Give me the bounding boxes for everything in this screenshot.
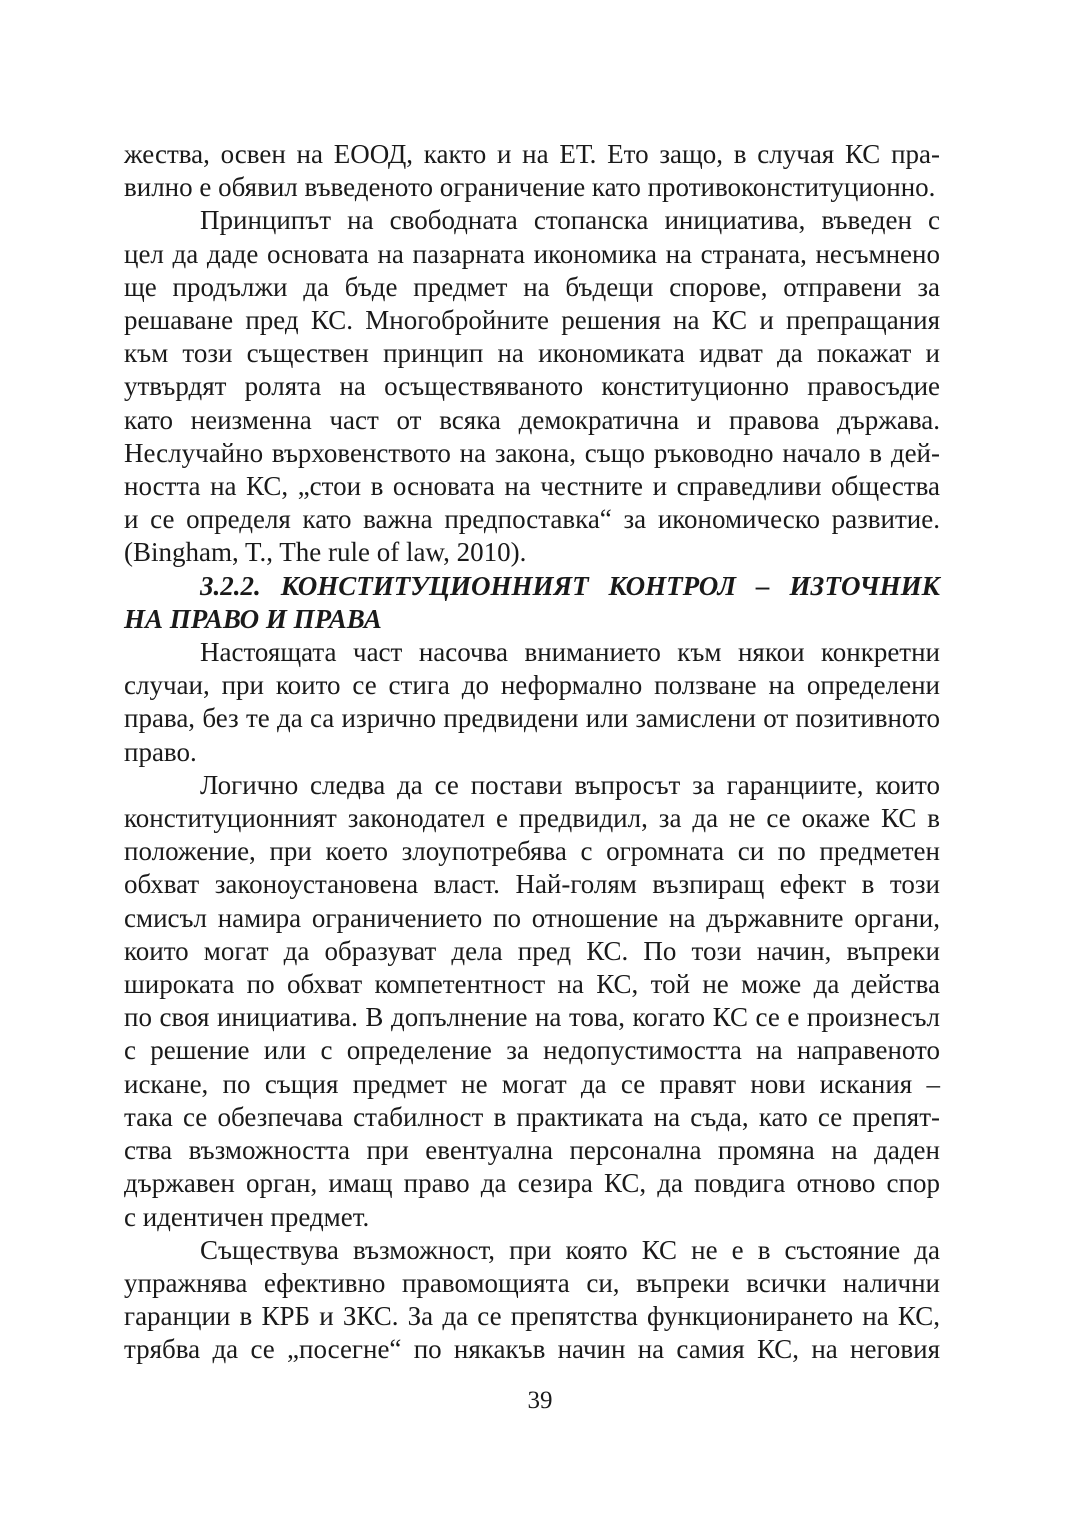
paragraph-intro — [124, 636, 940, 769]
text-line: ността на КС, „стои в основата на честните и справедливи общества — [124, 471, 940, 502]
text-line: широката по обхват компетентност на КС, той не може да действа — [124, 969, 940, 1000]
text-line: права, без те да са изрично предвидени или замислени от позитивното — [124, 703, 940, 734]
paragraph-possibility — [124, 1234, 940, 1367]
text-line: решаване пред КС. Многобройните решения на КС и препращания — [124, 305, 940, 336]
text-line: Неслучайно върховенството на закона, също ръководно начало в дей- — [124, 437, 940, 468]
paragraph-continuation — [124, 138, 940, 204]
paragraph-guarantees — [124, 769, 940, 1234]
text-line: по своя инициатива. В допълнение на това, когато КС се е произнесъл — [124, 1002, 940, 1033]
text-line: обхват законоустановена власт. Най-голям възпиращ ефект в този — [124, 869, 940, 900]
text-line: цел да даде основата на пазарната икономика на страната, несъмнено — [124, 238, 940, 269]
page-number: 39 — [527, 1387, 553, 1414]
text-line: случаи, при които се стига до неформално ползване на определени — [124, 670, 940, 701]
text-line: искане, по същия предмет не могат да се правят нови искания – — [124, 1068, 940, 1099]
text-line: които могат да образуват дела пред КС. По този начин, въпреки — [124, 935, 940, 966]
text-line: така се обезпечава стабилност в практиката на съда, като се препят- — [124, 1101, 940, 1132]
text-line: трябва да се „посегне“ по някакъв начин на самия КС, на неговия — [124, 1334, 940, 1365]
heading-line: 3.2.2. КОНСТИТУЦИОННИЯТ КОНТРОЛ – ИЗТОЧНИК — [200, 570, 940, 601]
text-line: конституционният законодател е предвидил, за да не се окаже КС в — [124, 803, 940, 834]
text-line: гаранции в КРБ и ЗКС. За да се препятства функционирането на КС, — [124, 1301, 940, 1332]
text-line: упражнява ефективно правомощията си, въпреки всички налични — [124, 1267, 940, 1298]
text-line: положение, при което злоупотребява с огромната си по предметен — [124, 836, 940, 867]
text-line: ства възможността при евентуална персонална промяна на даден — [124, 1135, 940, 1166]
text-line: с идентичен предмет. — [124, 1201, 370, 1232]
text-line: с решение или с определение за недопустимостта на направеното — [124, 1035, 940, 1066]
text-line: към този съществен принцип на икономиката идват да покажат и — [124, 338, 940, 369]
text-line: право. — [124, 736, 197, 767]
text-line: Принципът на свободната стопанска инициатива, въведен с — [200, 205, 940, 236]
text-line: ще продължи да бъде предмет на бъдещи спорове, отправени за — [124, 271, 940, 302]
text-line: Съществува възможност, при която КС не е в състояние да — [200, 1234, 940, 1265]
text-line: смисъл намира ограничението по отношение на държавните органи, — [124, 902, 940, 933]
text-line: утвърдят ролята на осъществяваното конституционно правосъдие — [124, 371, 940, 402]
page-body — [124, 138, 940, 1367]
text-line: като неизменна част от всяка демократична и правова държава. — [124, 404, 940, 435]
text-line: Настоящата част насочва вниманието към някои конкретни — [200, 637, 940, 668]
section-heading — [124, 570, 940, 636]
paragraph-free-enterprise — [124, 204, 940, 569]
text-line: жества, освен на ЕООД, както и на ЕТ. Ето защо, в случая КС пра- — [124, 139, 940, 169]
text-line: и се определя като важна предпоставка“ за икономическо развитие. — [124, 504, 940, 535]
text-line: Логично следва да се постави въпросът за гаранциите, които — [200, 769, 940, 800]
text-line: вилно е обявил въведеното ограничение като противоконституционно. — [124, 172, 936, 203]
heading-line: НА ПРАВО И ПРАВА — [124, 603, 382, 634]
text-line: (Bingham, T., The rule of law, 2010). — [124, 537, 527, 568]
text-line: държавен орган, имащ право да сезира КС, да повдига отново спор — [124, 1168, 940, 1199]
